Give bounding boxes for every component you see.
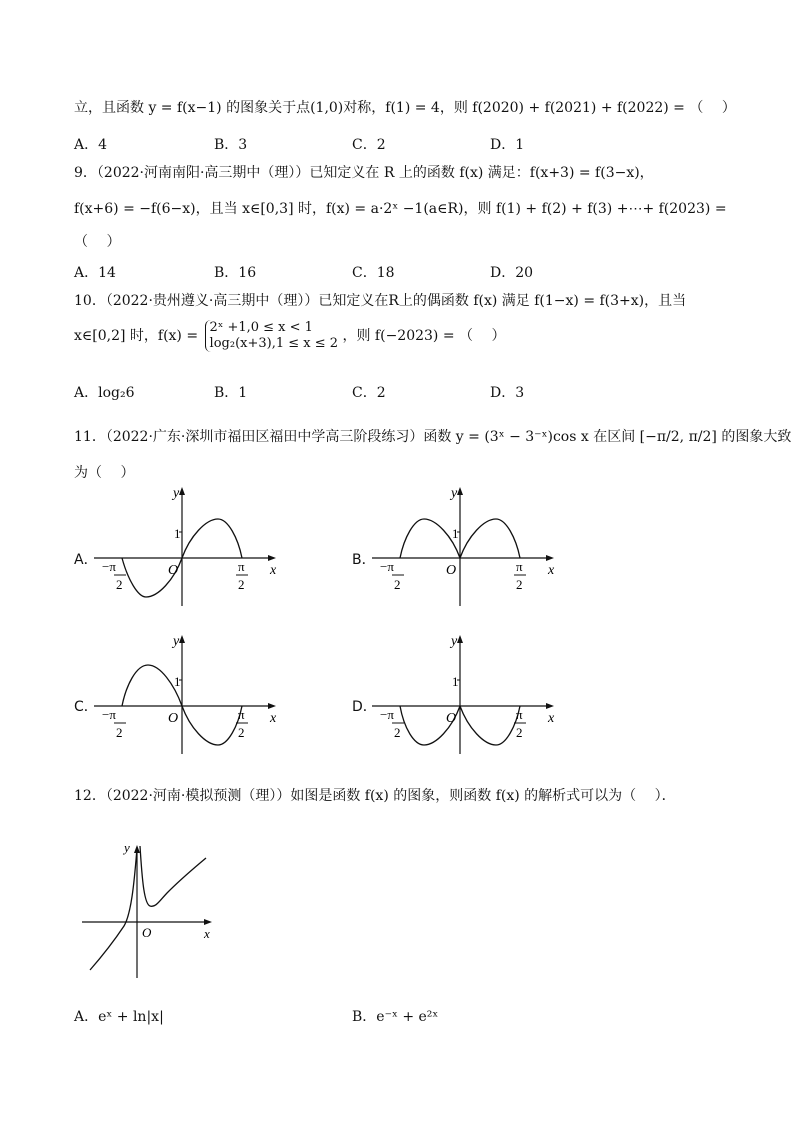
q8-option-d: D．1 (490, 137, 525, 153)
tick-1-label: 1 (174, 526, 181, 541)
tick-1-label: 1 (452, 526, 459, 541)
x-axis-arrow-icon (268, 555, 276, 561)
q10-option-b: B．1 (214, 385, 248, 401)
q10-option-d: D．3 (490, 385, 525, 401)
x-axis-arrow-icon (546, 703, 554, 709)
pi-label: π (238, 559, 245, 574)
q11-graph-d-label: D． (352, 699, 377, 715)
q10-text-line2 (74, 320, 505, 352)
y-axis-arrow-icon (457, 487, 463, 495)
q8-text: 立，且函数 y = f(x−1) 的图象关于点(1,0)对称，f(1) = 4，则 f(2020) + f(2021) + f(2022) = （ ） (74, 100, 736, 116)
x-label: x (270, 563, 277, 578)
neg-pi-label: −π (102, 559, 116, 574)
q12-option-b: B．e⁻ˣ + e²ˣ (352, 1009, 439, 1025)
two-label: 2 (516, 577, 523, 592)
q10-option-c: C．2 (352, 385, 386, 401)
two-label: 2 (238, 725, 245, 740)
q11-graph-b-label: B． (352, 552, 376, 568)
y-label: y (124, 840, 130, 855)
origin-label: O (168, 563, 179, 578)
neg-two-label: 2 (116, 725, 123, 740)
x-axis-arrow-icon (268, 703, 276, 709)
x-label: x (270, 711, 277, 726)
q12-graph (76, 836, 226, 986)
two-label: 2 (516, 725, 523, 740)
q11-text-line2: 为（ ） (74, 465, 135, 481)
q9-option-b: B．16 (214, 265, 257, 281)
origin-label: O (168, 711, 179, 726)
q8-option-c: C．2 (352, 137, 386, 153)
curve-left (90, 848, 137, 970)
y-axis-arrow-icon (179, 635, 185, 643)
q10-options (74, 382, 774, 402)
tick-1-label: 1 (174, 674, 181, 689)
neg-two-label: 2 (116, 577, 123, 592)
curve-right (140, 846, 206, 906)
neg-two-label: 2 (394, 725, 401, 740)
y-label: y (451, 634, 458, 649)
q9-option-a: A．14 (74, 265, 116, 281)
origin-label: O (446, 711, 457, 726)
y-label: y (173, 486, 180, 501)
y-axis-arrow-icon (179, 487, 185, 495)
q9-option-d: D．20 (490, 265, 534, 281)
q11-graph-a (90, 480, 290, 610)
q12-text: 12．（2022·河南·模拟预测（理））如图是函数 f(x) 的图象，则函数 f(x) 的解析式可以为（ ）． (74, 788, 676, 804)
pi-label: π (516, 707, 523, 722)
q11-text-line1: 11．（2022·广东·深圳市福田区福田中学高三阶段练习）函数 y = (3ˣ − 3⁻ˣ)cos x 在区间 [−π/2, π/2] 的图象大致 (74, 429, 792, 445)
q9-text-line3: （ ） (74, 234, 121, 250)
q8-option-a: A．4 (74, 137, 108, 153)
q10-suffix: ，则 f(−2023) = （ ） (342, 328, 506, 344)
origin-label: O (142, 925, 152, 940)
q10-case1: 2ˣ +1,0 ≤ x < 1 (209, 320, 313, 335)
neg-two-label: 2 (394, 577, 401, 592)
q9-options (74, 262, 774, 282)
x-label: x (204, 926, 210, 941)
neg-pi-label: −π (380, 559, 394, 574)
q8-options (74, 134, 774, 154)
neg-pi-label: −π (102, 707, 116, 722)
q9-text-line2: f(x+6) = −f(6−x)，且当 x∈[0,3] 时，f(x) = a·2ˣ −1(a∈R)，则 f(1) + f(2) + f(3) +⋯+ f(2023) = (74, 201, 727, 217)
pi-label: π (516, 559, 523, 574)
origin-label: O (446, 563, 457, 578)
q12-options (74, 1006, 774, 1026)
x-label: x (548, 563, 555, 578)
x-axis-arrow-icon (204, 919, 212, 925)
y-label: y (451, 486, 458, 501)
q10-piecewise (205, 320, 338, 352)
x-label: x (548, 711, 555, 726)
neg-pi-label: −π (380, 707, 394, 722)
q10-text-line1: 10．（2022·贵州遵义·高三期中（理））已知定义在R上的偶函数 f(x) 满足 f(1−x) = f(3+x)，且当 (74, 293, 687, 309)
q11-graph-b (368, 480, 568, 610)
y-label: y (173, 634, 180, 649)
x-axis-arrow-icon (546, 555, 554, 561)
tick-1-label: 1 (452, 674, 459, 689)
q9-text-line1: 9．（2022·河南南阳·高三期中（理））已知定义在 R 上的函数 f(x) 满足：f(x+3) = f(3−x)， (74, 165, 654, 181)
q12-option-a: A．eˣ + ln|x| (74, 1009, 164, 1025)
q11-graph-d (368, 628, 568, 758)
q8-option-b: B．3 (214, 137, 248, 153)
q9-option-c: C．18 (352, 265, 395, 281)
y-axis-arrow-icon (457, 635, 463, 643)
q11-graph-c-label: C． (74, 699, 98, 715)
q11-graph-a-label: A． (74, 552, 98, 568)
q10-case2: log₂(x+3),1 ≤ x ≤ 2 (209, 336, 339, 351)
pi-label: π (238, 707, 245, 722)
q10-option-a: A．log₂6 (74, 385, 135, 401)
two-label: 2 (238, 577, 245, 592)
q11-graph-c (90, 628, 290, 758)
q10-prefix: x∈[0,2] 时，f(x) = (74, 328, 199, 344)
